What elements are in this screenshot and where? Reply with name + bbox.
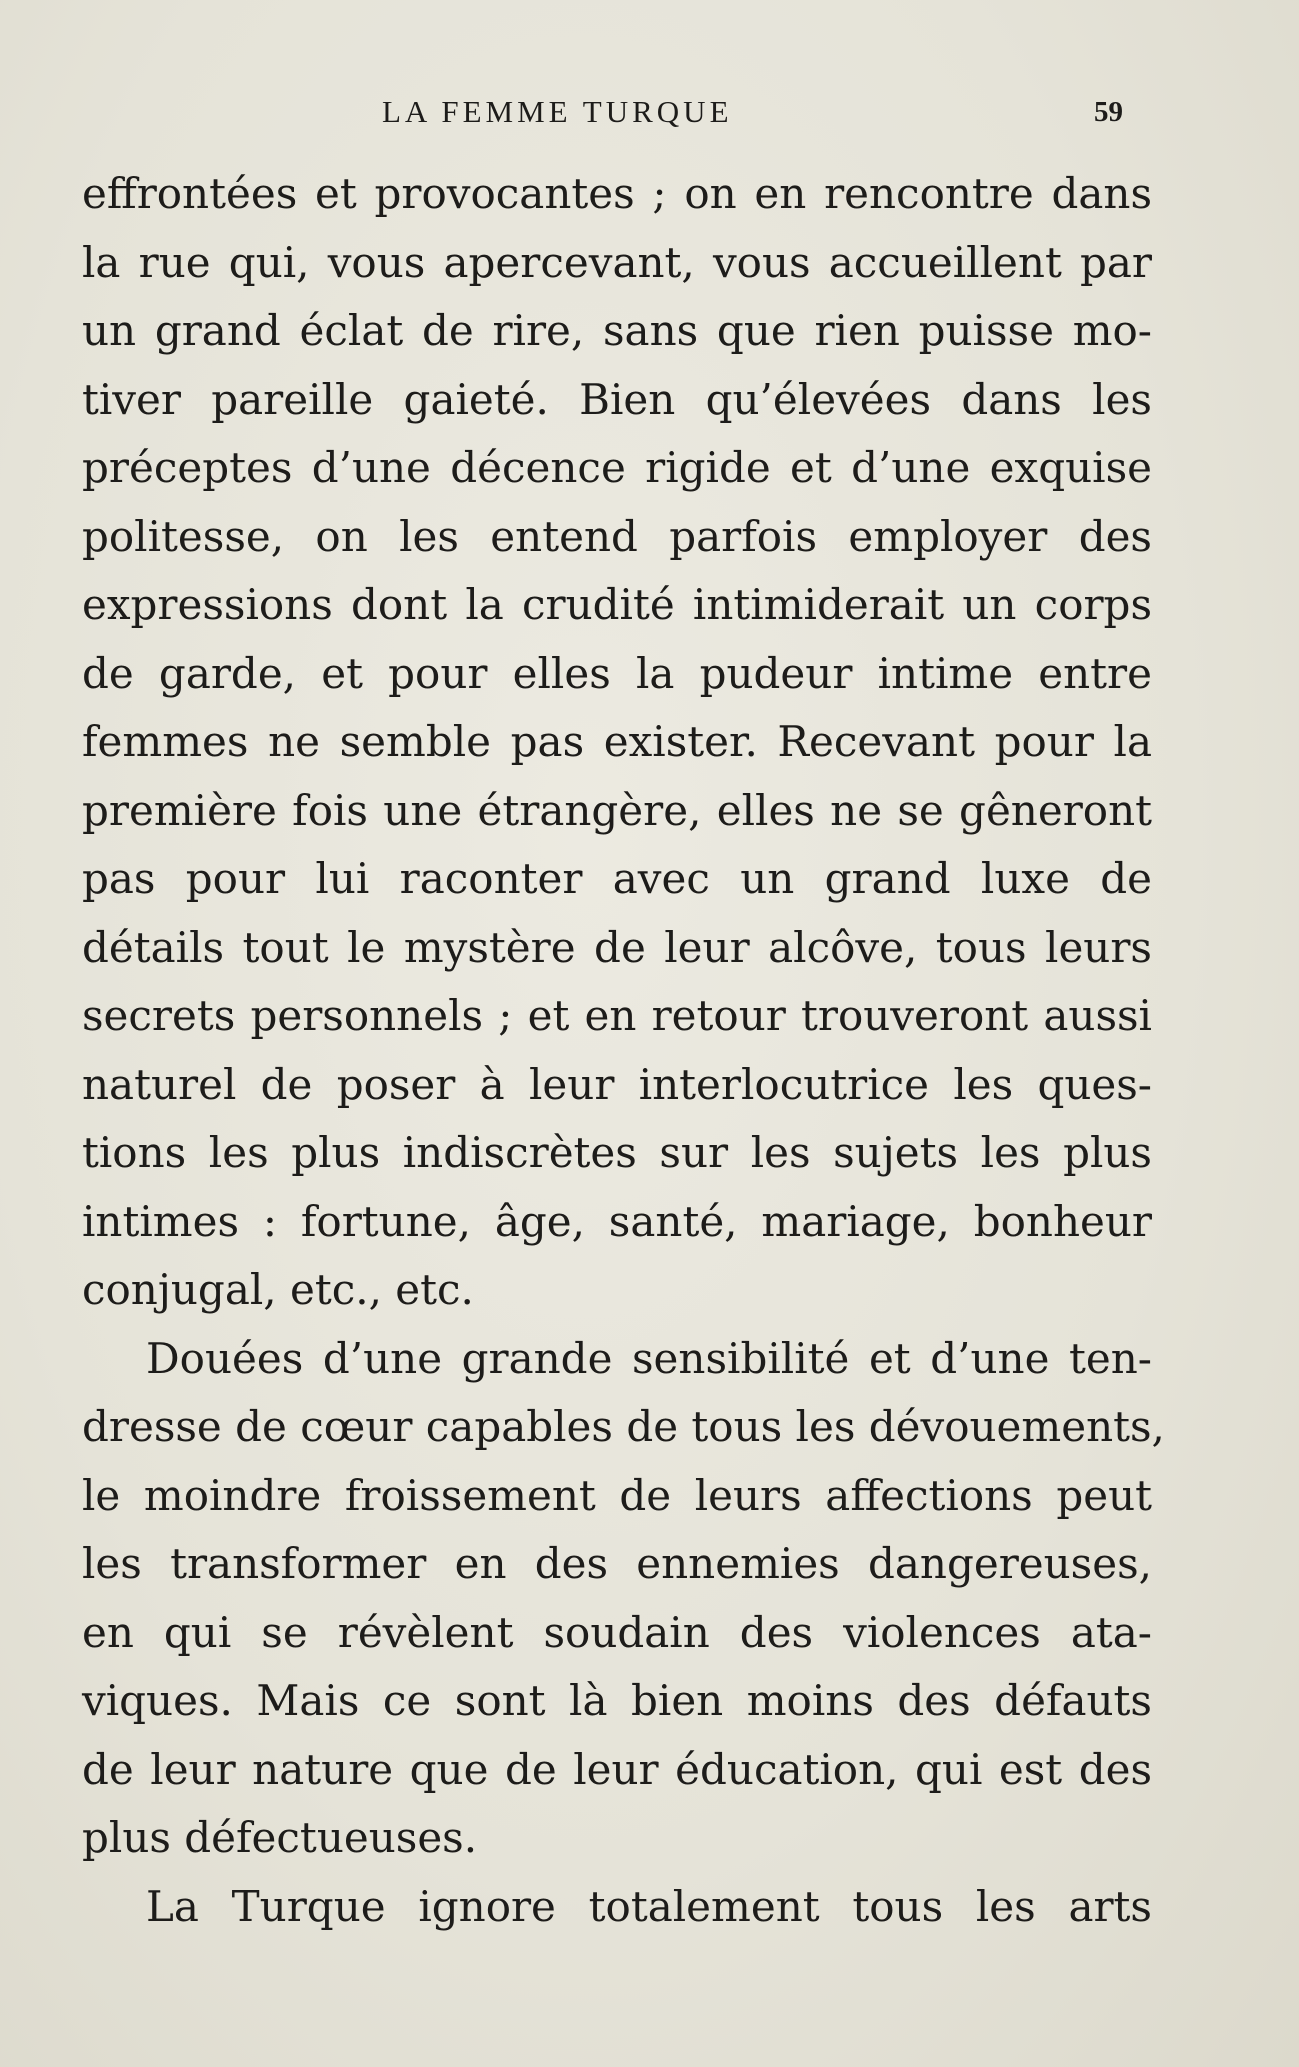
text-line: préceptes d’une décence rigide et d’une exquise xyxy=(82,443,1152,492)
text-line: expressions dont la crudité intimiderait un corps xyxy=(82,580,1152,629)
text-line: La Turque ignore totalement tous les arts xyxy=(146,1881,1152,1931)
text-line: politesse, on les entend parfois employer des xyxy=(82,511,1152,561)
text-line: conjugal, etc., etc. xyxy=(82,1265,474,1314)
page-number: 59 xyxy=(1094,96,1123,128)
text-line: tions les plus indiscrètes sur les sujets les plus xyxy=(82,1128,1152,1177)
text-line: la rue qui, vous apercevant, vous accueillent par xyxy=(82,237,1152,287)
running-title: LA FEMME TURQUE xyxy=(382,94,733,129)
text-line: naturel de poser à leur interlocutrice les ques- xyxy=(82,1059,1152,1109)
text-line: intimes : fortune, âge, santé, mariage, bonheur xyxy=(82,1196,1152,1246)
text-line: le moindre froissement de leurs affections peut xyxy=(82,1470,1152,1520)
body-text xyxy=(82,160,1165,1941)
text-line: de leur nature que de leur éducation, qui est des xyxy=(82,1744,1152,1794)
text-line: détails tout le mystère de leur alcôve, tous leurs xyxy=(82,922,1152,972)
text-line: effrontées et provocantes ; on en rencontre dans xyxy=(82,169,1152,218)
running-head xyxy=(0,92,1299,136)
text-line: tiver pareille gaieté. Bien qu’élevées dans les xyxy=(82,374,1152,424)
text-line: viques. Mais ce sont là bien moins des défauts xyxy=(82,1676,1152,1725)
text-line: femmes ne semble pas exister. Recevant pour la xyxy=(82,717,1152,766)
text-line: plus défectueuses. xyxy=(82,1813,478,1862)
text-line: un grand éclat de rire, sans que rien puisse mo- xyxy=(82,306,1152,355)
text-line: première fois une étrangère, elles ne se gêneront xyxy=(82,785,1152,835)
text-line: les transformer en des ennemies dangereuses, xyxy=(82,1539,1152,1588)
text-line: dresse de cœur capables de tous les dévouements, xyxy=(82,1402,1165,1451)
text-line: secrets personnels ; et en retour trouveront aussi xyxy=(82,991,1152,1040)
text-line: en qui se révèlent soudain des violences ata- xyxy=(82,1607,1152,1657)
text-line: pas pour lui raconter avec un grand luxe de xyxy=(82,854,1152,903)
text-line: Douées d’une grande sensibilité et d’une ten- xyxy=(146,1333,1152,1383)
text-line: de garde, et pour elles la pudeur intime entre xyxy=(82,648,1152,698)
